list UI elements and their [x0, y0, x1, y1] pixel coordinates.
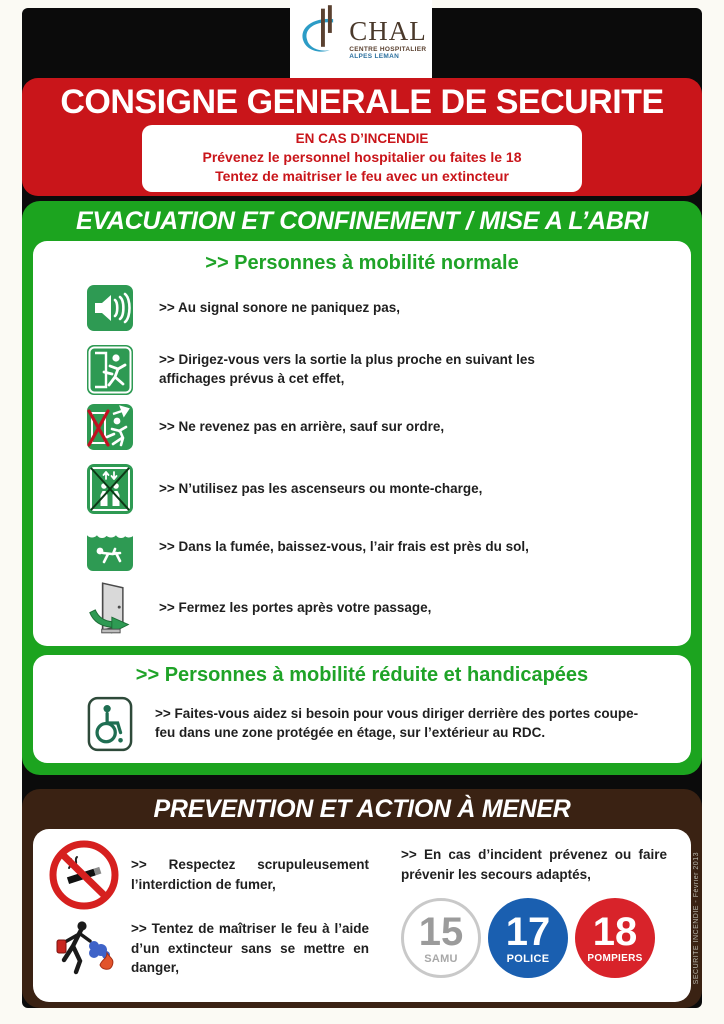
- emergency-number-samu: [401, 898, 481, 978]
- prevention-right-column: [385, 839, 677, 994]
- close-door-icon: [87, 580, 133, 636]
- notice-line-1: EN CAS D’INCENDIE: [295, 130, 429, 146]
- prevention-title: PREVENTION ET ACTION À MENER: [153, 795, 571, 823]
- wheelchair-icon: [87, 695, 133, 753]
- normal-mobility-heading: >> Personnes à mobilité normale: [205, 252, 519, 274]
- instruction-text: >> Tentez de maîtriser le feu à l’aide d’un extincteur sans se mettre en danger,: [131, 921, 369, 976]
- list-item: [47, 839, 385, 911]
- pompiers-number: 18: [592, 910, 638, 955]
- list-item: [87, 695, 677, 753]
- extinguish-fire-icon: [51, 919, 117, 977]
- top-band: [22, 8, 702, 78]
- extinguish-fire-icon-wrap: [47, 919, 121, 977]
- list-item: [47, 919, 385, 978]
- alarm-sound-icon: [87, 285, 133, 331]
- list-item: [87, 523, 677, 571]
- police-number: 17: [505, 909, 551, 954]
- emergency-numbers: [401, 898, 677, 978]
- reduced-mobility-card: [33, 655, 691, 763]
- logo-texts: [349, 15, 427, 61]
- instruction-text: >> Dirigez-vous vers la sortie la plus proche en suivant les affichages prévus à cet effet,: [159, 352, 535, 386]
- list-item: [87, 285, 677, 331]
- no-smoking-icon-wrap: [47, 839, 121, 911]
- emergency-exit-icon: [87, 345, 133, 395]
- edge-copyright-note: SECURITE INCENDIE - Février 2013: [693, 851, 700, 984]
- instruction-text: >> Au signal sonore ne paniquez pas,: [159, 299, 401, 315]
- notice-line-3: Tentez de maitriser le feu avec un extincteur: [215, 167, 509, 184]
- no-return-icon: [87, 404, 133, 450]
- instruction-text: >> Faites-vous aidez si besoin pour vous diriger derrière des portes coupe-feu dans une zone protégée en étage, sur l’extérieur au RDC.: [155, 706, 639, 740]
- prevention-left-column: [47, 839, 385, 994]
- instruction-text: >> Respectez scrupuleusement l’interdiction de fumer,: [131, 857, 369, 892]
- normal-mobility-card: [33, 241, 691, 646]
- fire-notice-box: [142, 125, 582, 192]
- list-item: [87, 404, 677, 450]
- instruction-text: >> Dans la fumée, baissez-vous, l’air frais est près du sol,: [159, 538, 529, 554]
- alert-banner: [22, 78, 702, 196]
- samu-label: SAMU: [424, 952, 458, 965]
- emergency-number-police: [488, 898, 568, 978]
- samu-number: 15: [418, 909, 464, 954]
- chal-logo-icon: [295, 4, 347, 74]
- logo-brand: CHAL: [349, 15, 427, 46]
- list-item: [87, 580, 677, 636]
- instruction-text: >> Ne revenez pas en arrière, sauf sur ordre,: [159, 418, 445, 434]
- emergency-number-pompiers: [575, 898, 655, 978]
- logo-subtitle-1: CENTRE HOSPITALIER: [349, 45, 427, 53]
- no-smoking-icon: [48, 839, 120, 911]
- police-label: POLICE: [506, 952, 550, 965]
- instruction-text: >> N’utilisez pas les ascenseurs ou monte-charge,: [159, 480, 483, 496]
- prevention-card: [33, 829, 691, 1002]
- prevention-panel: [22, 789, 702, 1008]
- list-item: [87, 464, 677, 514]
- no-elevator-icon: [87, 464, 133, 514]
- notice-line-2: Prévenez le personnel hospitalier ou faites le 18: [202, 148, 522, 165]
- poster-title: CONSIGNE GENERALE DE SECURITE: [60, 83, 664, 121]
- evacuation-title: EVACUATION ET CONFINEMENT / MISE A L’ABRI: [76, 207, 648, 235]
- crawl-under-smoke-icon: [87, 523, 133, 571]
- instruction-text: >> En cas d’incident prévenez ou faire prévenir les secours adaptés,: [401, 847, 667, 882]
- hospital-logo: [290, 0, 432, 78]
- instruction-text: >> Fermez les portes après votre passage,: [159, 599, 432, 615]
- poster: [22, 8, 702, 1008]
- list-item: [87, 345, 677, 395]
- evacuation-panel: [22, 201, 702, 775]
- logo-subtitle-2: ALPES LEMAN: [349, 53, 400, 60]
- pompiers-label: POMPIERS: [587, 953, 643, 965]
- reduced-mobility-heading: >> Personnes à mobilité réduite et handicapées: [135, 664, 589, 686]
